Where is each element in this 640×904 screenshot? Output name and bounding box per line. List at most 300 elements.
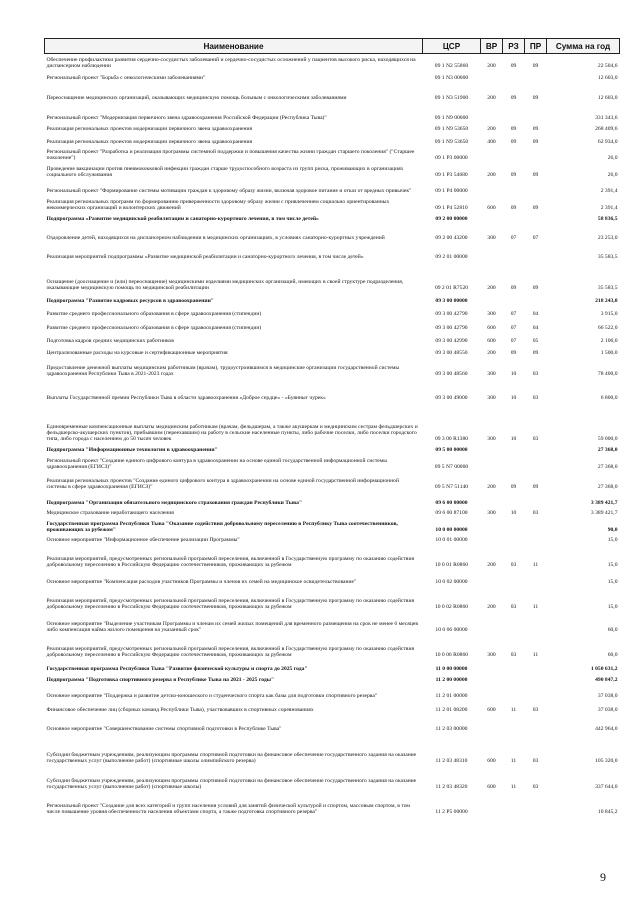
- table-row: [45, 54, 620, 70]
- cell-name: Обеспечение профилактики развития сердечно-сосудистых заболеваний и сердечно-сосудистых осложнений у пациентов высокого риска, находящихся на диспансерном наблюдении: [46, 57, 416, 70]
- cell-name: Субсидии бюджетным учреждениям, реализующим программы спортивной подготовки на финансовое обеспечение государственного задания на оказание государственных услуг (выполнение работ) (спортивные школы): [46, 778, 417, 791]
- cell-name: Основное мероприятие "Поддержка и развитие детско-юношеского и студенческого спорта как базы для подготовки спортивного резерва": [46, 693, 378, 700]
- cell-csr: 09 1 N2 55860: [434, 63, 469, 70]
- cell-sum: 3 389 421,7: [590, 500, 618, 507]
- cell-pr: [525, 242, 547, 261]
- table-row: [45, 491, 620, 507]
- table-row: [45, 195, 620, 212]
- table-row: [45, 673, 620, 684]
- table-row: [45, 714, 620, 733]
- table-row: [45, 443, 620, 454]
- cell-rz: [503, 534, 525, 544]
- table-row: [45, 102, 620, 122]
- cell-name: Субсидии бюджетным учреждениям, реализующим программы спортивной подготовки на финансовое обеспечение государственного задания на оказание государственных услуг (выполнение работ) (спортивные школы олимпийского резерва): [46, 752, 417, 765]
- cell-name: Реализация мероприятий подпрограммы «Развитие медицинской реабилитации и санаторно-курортного лечения, в том числе детей»: [46, 254, 364, 261]
- cell-sum: 1 050 631,2: [590, 666, 618, 673]
- cell-vr: 600: [487, 784, 496, 791]
- cell-name: Финансовое обеспечение лиц (сборных команд Республики Тыва), участвовавших в спортивных соревнованиях: [46, 707, 314, 714]
- cell-csr: 11 2 P5 00000: [435, 809, 468, 816]
- table-row: [45, 454, 620, 471]
- table-row: [45, 507, 620, 517]
- cell-vr: 200: [487, 63, 496, 70]
- cell-csr: 09 1 N9 53650: [434, 126, 469, 133]
- table-row: [45, 634, 620, 659]
- cell-pr: 03: [532, 510, 539, 517]
- cell-csr: 09 1 N3 00000: [434, 75, 469, 82]
- cell-csr: 09 2 01 00000: [435, 254, 468, 261]
- cell-pr: 09: [532, 63, 539, 70]
- table-row: [45, 261, 620, 292]
- cell-sum: 105 320,0: [595, 758, 618, 765]
- cell-csr: 09 5 N7 51140: [434, 484, 469, 491]
- cell-sum: 2 391,4: [600, 188, 618, 195]
- table-row: [45, 659, 620, 673]
- cell-rz: [503, 569, 525, 586]
- cell-csr: 09 1 P3 54680: [435, 172, 468, 179]
- cell-sum: 26,0: [607, 172, 618, 179]
- cell-sum: 58 836,5: [597, 216, 618, 223]
- cell-rz: 09: [510, 139, 517, 146]
- cell-name: Оснащение (дооснащение и (или) переоснащение) медицинскими изделиями медицинских организаций, имеющих в своей структуре подразделения, оказывающие медицинскую помощь по медицинской реабилитации: [46, 279, 404, 292]
- cell-name: Реализация мероприятий, предусмотренных региональной программой переселения, включенной в Государственную программу по оказанию содействия добровольному переселению в Российскую Федерацию соотечественников, проживающих за рубежом: [46, 646, 415, 659]
- cell-rz: [503, 292, 525, 305]
- cell-rz: 09: [510, 205, 517, 212]
- cell-pr: 07: [532, 235, 539, 242]
- cell-vr: [481, 517, 503, 534]
- table-row: [45, 318, 620, 332]
- cell-rz: 09: [510, 172, 517, 179]
- table-row: [45, 345, 620, 357]
- cell-name: Подпрограмма "Развитие кадровых ресурсов в здравоохранении": [46, 298, 214, 305]
- cell-name: Выплаты Государственной премии Республики Тыва в области здравоохранения «Доброе сердце» - «Буянныг чурек»: [46, 395, 326, 402]
- cell-pr: [525, 714, 547, 733]
- cell-vr: [481, 454, 503, 471]
- cell-pr: 03: [532, 758, 539, 765]
- table-row: [45, 544, 620, 569]
- cell-sum: 12 603,0: [597, 95, 618, 102]
- table-row: [45, 684, 620, 700]
- cell-name: Региональный проект "Формирование системы мотивации граждан к здоровому образу жизни, включая здоровое питание и отказ от вредных привычек": [46, 188, 412, 195]
- cell-pr: 05: [532, 338, 539, 345]
- cell-csr: 09 3 00 42790: [435, 325, 468, 332]
- cell-csr: 09 6 00 87100: [435, 510, 468, 517]
- cell-rz: 09: [510, 285, 517, 292]
- cell-csr: 09 1 N9 53650: [434, 139, 469, 146]
- cell-rz: 07: [510, 325, 517, 332]
- cell-sum: 27 368,0: [597, 464, 618, 471]
- cell-pr: 11: [532, 562, 539, 569]
- cell-pr: [525, 454, 547, 471]
- cell-pr: [525, 517, 547, 534]
- cell-name: Проведение вакцинации против пневмококковой инфекции граждан старше трудоспособного возраста из групп риска, проживающих в организациях социального обслуживания: [46, 166, 404, 179]
- cell-csr: 09 3 00 49000: [435, 395, 468, 402]
- cell-vr: [481, 684, 503, 700]
- cell-pr: [525, 70, 547, 82]
- cell-vr: [481, 673, 503, 684]
- cell-csr: 10 0 02 R0860: [434, 604, 469, 611]
- cell-pr: 03: [532, 436, 539, 443]
- cell-vr: 600: [487, 338, 496, 345]
- header-csr: ЦСР: [423, 39, 481, 54]
- cell-pr: [525, 146, 547, 162]
- cell-sum: 6 800,0: [600, 395, 618, 402]
- cell-csr: 09 3 00 48550: [435, 350, 468, 357]
- cell-vr: [481, 146, 503, 162]
- cell-sum: 218 243,0: [595, 298, 618, 305]
- cell-rz: 09: [510, 350, 517, 357]
- cell-pr: 03: [532, 707, 539, 714]
- cell-pr: 11: [532, 604, 539, 611]
- cell-vr: 300: [487, 395, 496, 402]
- table-row: [45, 146, 620, 162]
- cell-csr: 10 0 06 00000: [435, 627, 468, 634]
- cell-vr: 200: [487, 604, 496, 611]
- cell-vr: 600: [487, 325, 496, 332]
- cell-name: Реализация региональных проектов "Создание единого цифрового контура в здравоохранении на основе единой государственной информационной системы в сфере здравоохранения (ЕГИСЗ)": [46, 478, 399, 491]
- cell-sum: 490 847,2: [595, 677, 618, 684]
- cell-csr: 09 3 00 42990: [435, 338, 468, 345]
- cell-pr: 09: [532, 205, 539, 212]
- cell-rz: [503, 673, 525, 684]
- cell-sum: 2 391,4: [600, 205, 618, 212]
- table-row: [45, 212, 620, 223]
- cell-csr: 11 0 00 00000: [435, 666, 468, 673]
- cell-sum: 3 389 421,7: [590, 510, 618, 517]
- cell-rz: [503, 454, 525, 471]
- cell-vr: [481, 179, 503, 195]
- budget-table-container: [44, 38, 619, 816]
- cell-name: Подготовка кадров средних медицинских работников: [46, 338, 174, 345]
- cell-name: Подпрограмма "Информационные технологии в здравоохранении": [46, 447, 218, 454]
- cell-pr: 11: [532, 652, 539, 659]
- cell-vr: 200: [487, 285, 496, 292]
- cell-pr: [525, 179, 547, 195]
- table-row: [45, 305, 620, 318]
- cell-sum: 60,0: [607, 652, 618, 659]
- cell-csr: 11 2 03 48320: [435, 784, 468, 791]
- cell-pr: 09: [532, 172, 539, 179]
- cell-rz: [503, 70, 525, 82]
- cell-rz: 11: [510, 784, 517, 791]
- cell-rz: [503, 146, 525, 162]
- cell-vr: [481, 212, 503, 223]
- cell-sum: 12 603,0: [597, 75, 618, 82]
- cell-sum: 15,0: [607, 537, 618, 544]
- cell-vr: 300: [487, 652, 496, 659]
- cell-vr: 200: [487, 350, 496, 357]
- cell-sum: 442 964,0: [595, 726, 618, 733]
- cell-csr: 11 2 01 00000: [435, 693, 468, 700]
- header-pr: ПР: [525, 39, 547, 54]
- cell-pr: [525, 102, 547, 122]
- cell-pr: 04: [532, 311, 539, 318]
- cell-pr: 09: [532, 350, 539, 357]
- cell-csr: 10 0 02 00000: [435, 579, 468, 586]
- cell-vr: [481, 569, 503, 586]
- cell-pr: [525, 791, 547, 816]
- table-row: [45, 223, 620, 242]
- cell-vr: [481, 659, 503, 673]
- cell-name: Реализация региональных программ по формированию приверженности здоровому образу жизни с привлечением социально ориентированных некоммерческих организаций и волонтерских движений: [46, 199, 390, 212]
- cell-pr: 09: [532, 126, 539, 133]
- cell-csr: 10 0 01 R0860: [434, 562, 469, 569]
- table-row: [45, 70, 620, 82]
- cell-name: Региональный проект "Создание единого цифрового контура в здравоохранении на основе единой государственной информационной системы здравоохранения (ЕГИСЗ)": [46, 458, 388, 471]
- table-row: [45, 357, 620, 378]
- cell-rz: [503, 242, 525, 261]
- cell-pr: 09: [532, 95, 539, 102]
- cell-name: Государственная программа Республики Тыва "Оказание содействия добровольному переселению в Республику Тыва соотечественников, проживающих за рубежом": [46, 521, 398, 534]
- cell-name: Оздоровление детей, находящихся на диспансерном наблюдении в медицинских организациях, в условиях санаторно-курортных учреждений: [46, 235, 385, 242]
- cell-rz: [503, 791, 525, 816]
- cell-csr: 11 2 00 00000: [435, 677, 468, 684]
- cell-sum: 90,0: [607, 527, 618, 534]
- cell-sum: 62 934,0: [597, 139, 618, 146]
- cell-pr: [525, 569, 547, 586]
- cell-sum: 10 845,2: [597, 809, 618, 816]
- table-row: [45, 332, 620, 345]
- cell-rz: 07: [510, 338, 517, 345]
- cell-pr: [525, 212, 547, 223]
- cell-vr: 200: [487, 484, 496, 491]
- cell-csr: 09 1 N9 00000: [434, 115, 469, 122]
- cell-pr: [525, 443, 547, 454]
- cell-pr: 09: [532, 285, 539, 292]
- cell-vr: 600: [487, 205, 496, 212]
- cell-rz: 11: [510, 758, 517, 765]
- cell-sum: 37 038,0: [597, 707, 618, 714]
- cell-sum: 3 915,0: [600, 311, 618, 318]
- cell-name: Реализация региональных проектов модернизации первичного звена здравоохранения: [46, 139, 253, 146]
- cell-vr: [481, 611, 503, 634]
- cell-vr: 600: [487, 707, 496, 714]
- table-row: [45, 162, 620, 179]
- cell-name: Региональный проект "Борьба с онкологическими заболеваниями": [46, 75, 206, 82]
- cell-name: Единовременные компенсационные выплаты медицинским работникам (врачам, фельдшерам, а также акушеркам и медицинским сестрам фельдшерских и фельдшерско-акушерских пунктов), прибывшим (переехавшим) на работу в сельские населенные пункты, либо рабочие поселки, либо поселки городского типа, либо города с населением до 50 тысяч человек: [46, 423, 418, 443]
- cell-rz: 09: [510, 126, 517, 133]
- cell-pr: 03: [532, 784, 539, 791]
- cell-pr: [525, 611, 547, 634]
- cell-csr: 11 2 03 00000: [435, 726, 468, 733]
- budget-table: [44, 38, 620, 816]
- cell-name: Реализация региональных проектов модернизации первичного звена здравоохранения: [46, 126, 253, 133]
- table-row: [45, 517, 620, 534]
- table-row: [45, 700, 620, 714]
- cell-vr: 300: [487, 235, 496, 242]
- table-row: [45, 133, 620, 146]
- cell-sum: 15,0: [607, 604, 618, 611]
- cell-name: Развитие среднего профессионального образования в сфере здравоохранения (стипендии): [46, 311, 262, 318]
- cell-vr: [481, 491, 503, 507]
- cell-pr: 09: [532, 484, 539, 491]
- cell-vr: [481, 534, 503, 544]
- cell-vr: 200: [487, 126, 496, 133]
- cell-vr: 400: [487, 139, 496, 146]
- cell-sum: 15,0: [607, 579, 618, 586]
- cell-sum: 59 000,0: [597, 436, 618, 443]
- cell-pr: [525, 684, 547, 700]
- cell-name: Основное мероприятие "Совершенствование системы спортивной подготовки в Республике Тыва": [46, 726, 282, 733]
- cell-sum: 23 253,0: [597, 235, 618, 242]
- cell-csr: 09 5 N7 00000: [434, 464, 469, 471]
- cell-name: Региональный проект "Создание для всех категорий и групп населения условий для занятий физической культурой и спортом, массовым спортом, в том числе повышение уровня обеспеченности населения объектами спорта, а также подготовка спортивного резерва": [46, 803, 410, 816]
- cell-name: Подпрограмма "Подготовка спортивного резерва в Республике Тыва на 2021 - 2025 годы": [46, 677, 275, 684]
- table-body: [45, 54, 620, 816]
- table-row: [45, 569, 620, 586]
- cell-vr: 300: [487, 371, 496, 378]
- table-row: [45, 292, 620, 305]
- cell-pr: [525, 673, 547, 684]
- cell-sum: 78 400,0: [597, 371, 618, 378]
- cell-rz: [503, 517, 525, 534]
- cell-sum: 26,0: [607, 155, 618, 162]
- cell-pr: [525, 659, 547, 673]
- cell-sum: 22 504,6: [597, 63, 618, 70]
- table-row: [45, 471, 620, 491]
- cell-rz: [503, 443, 525, 454]
- cell-sum: 27 368,0: [597, 447, 618, 454]
- table-header: [45, 39, 620, 54]
- cell-rz: 03: [510, 562, 517, 569]
- cell-rz: 03: [510, 604, 517, 611]
- header-sum: Сумма на год: [547, 39, 620, 54]
- cell-pr: 09: [532, 139, 539, 146]
- cell-pr: [525, 491, 547, 507]
- header-name: Наименование: [45, 39, 423, 54]
- cell-rz: 10: [510, 395, 517, 402]
- page-number: 9: [600, 870, 606, 884]
- cell-rz: [503, 714, 525, 733]
- cell-vr: 300: [487, 436, 496, 443]
- cell-name: Основное мероприятие "Компенсация расходов участников Программы и членов их семей на медицинское освидетельствование": [46, 579, 357, 586]
- cell-name: Реализация мероприятий, предусмотренных региональной программой переселения, включенной в Государственную программу по оказанию содействия добровольному переселению в Российскую Федерацию соотечественников, проживающих за рубежом: [46, 598, 415, 611]
- cell-name: Основное мероприятие "Информационное обеспечение реализации Программы": [46, 537, 240, 544]
- cell-csr: 09 6 00 00000: [435, 500, 468, 507]
- cell-csr: 11 2 03 48310: [435, 758, 468, 765]
- cell-name: Переоснащение медицинских организаций, оказывающих медицинскую помощь больным с онкологическими заболеваниями: [46, 95, 347, 102]
- cell-csr: 10 0 01 00000: [435, 537, 468, 544]
- cell-name: Предоставление денежной выплаты медицинским работникам (врачам), трудоустроившимся в медицинские организации государственной системы здравоохранения Республики Тыва в 2021-2023 годах: [46, 365, 400, 378]
- cell-rz: [503, 684, 525, 700]
- cell-csr: 09 3 00 48560: [435, 371, 468, 378]
- cell-rz: 09: [510, 95, 517, 102]
- cell-csr: 09 2 00 43200: [435, 235, 468, 242]
- cell-sum: 60,0: [607, 627, 618, 634]
- table-row: [45, 179, 620, 195]
- cell-rz: 07: [510, 235, 517, 242]
- cell-pr: 03: [532, 371, 539, 378]
- cell-csr: 09 1 P3 00000: [435, 155, 468, 162]
- table-row: [45, 378, 620, 402]
- cell-sum: 27 368,0: [597, 484, 618, 491]
- cell-rz: [503, 179, 525, 195]
- cell-vr: [481, 102, 503, 122]
- cell-sum: 268 409,6: [595, 126, 618, 133]
- cell-sum: 66 522,0: [597, 325, 618, 332]
- cell-vr: 300: [487, 510, 496, 517]
- table-row: [45, 534, 620, 544]
- cell-sum: 37 038,0: [597, 693, 618, 700]
- cell-rz: [503, 491, 525, 507]
- cell-rz: 11: [510, 707, 517, 714]
- cell-vr: 300: [487, 311, 496, 318]
- header-rz: РЗ: [503, 39, 525, 54]
- cell-rz: [503, 659, 525, 673]
- table-row: [45, 82, 620, 102]
- cell-rz: 09: [510, 484, 517, 491]
- cell-name: Основное мероприятие "Выделение участникам Программы и членам их семей жилых помещений для временного размещения на срок не менее 6 месяцев либо компенсация найма жилого помещения на указанный срок": [46, 621, 418, 634]
- header-vr: ВР: [481, 39, 503, 54]
- table-row: [45, 733, 620, 765]
- cell-csr: 09 3 00 42790: [435, 311, 468, 318]
- cell-csr: 09 1 N3 51900: [434, 95, 469, 102]
- cell-pr: [525, 534, 547, 544]
- table-row: [45, 242, 620, 261]
- cell-sum: 2 106,0: [600, 338, 618, 345]
- cell-sum: 35 583,5: [597, 285, 618, 292]
- cell-rz: [503, 212, 525, 223]
- cell-name: Подпрограмма "Организация обязательного медицинского страхования граждан Республики Тыва": [46, 500, 303, 507]
- table-row: [45, 402, 620, 443]
- table-row: [45, 586, 620, 611]
- cell-name: Медицинское страхование неработающего населения: [46, 510, 174, 517]
- cell-csr: 09 5 00 00000: [435, 447, 468, 454]
- cell-csr: 09 3 00 R1380: [434, 436, 469, 443]
- cell-rz: [503, 611, 525, 634]
- cell-csr: 09 2 00 00000: [435, 216, 468, 223]
- cell-sum: 337 644,0: [595, 784, 618, 791]
- cell-vr: [481, 292, 503, 305]
- cell-sum: 331 343,6: [595, 115, 618, 122]
- table-row: [45, 122, 620, 133]
- cell-vr: [481, 714, 503, 733]
- cell-rz: 10: [510, 436, 517, 443]
- cell-csr: 09 1 P4 52810: [435, 205, 468, 212]
- cell-vr: [481, 242, 503, 261]
- cell-name: Подпрограмма «Развитие медицинской реабилитации и санаторно-курортного лечения, в том числе детей»: [46, 216, 319, 223]
- cell-name: Государственная программа Республики Тыва "Развитие физической культуры и спорта до 2025 года": [46, 666, 308, 673]
- cell-name: Региональный проект "Модернизация первичного звена здравоохранения Российской Федерации (Республика Тыва)": [46, 115, 327, 122]
- cell-pr: 04: [532, 325, 539, 332]
- cell-pr: 03: [532, 395, 539, 402]
- cell-vr: [481, 70, 503, 82]
- cell-vr: 200: [487, 95, 496, 102]
- cell-csr: 10 0 00 00000: [435, 527, 468, 534]
- cell-rz: 09: [510, 63, 517, 70]
- cell-sum: 15,0: [607, 562, 618, 569]
- cell-vr: [481, 791, 503, 816]
- cell-rz: 07: [510, 311, 517, 318]
- cell-csr: 09 3 00 00000: [435, 298, 468, 305]
- cell-vr: 200: [487, 172, 496, 179]
- cell-rz: [503, 102, 525, 122]
- cell-csr: 10 0 06 R0860: [434, 652, 469, 659]
- cell-csr: 09 2 01 R7520: [434, 285, 469, 292]
- cell-sum: 35 583,5: [597, 254, 618, 261]
- cell-vr: 200: [487, 562, 496, 569]
- cell-pr: [525, 292, 547, 305]
- table-row: [45, 791, 620, 816]
- cell-name: Развитие среднего профессионального образования в сфере здравоохранения (стипендии): [46, 325, 262, 332]
- cell-rz: 10: [510, 371, 517, 378]
- cell-name: Региональный проект "Разработка и реализация программы системной поддержки и повышения качества жизни граждан старшего поколения" ("Старшее поколение"): [46, 149, 415, 162]
- cell-csr: 09 1 P4 00000: [435, 188, 468, 195]
- cell-sum: 1 500,0: [600, 350, 618, 357]
- cell-vr: 600: [487, 758, 496, 765]
- cell-name: Реализация мероприятий, предусмотренных региональной программой переселения, включенной в Государственную программу по оказанию содействия добровольному переселению в Российскую Федерацию соотечественников, проживающих за рубежом: [46, 556, 415, 569]
- cell-name: Централизованные расходы на курсовые и сертификационные мероприятия: [46, 350, 228, 357]
- table-row: [45, 611, 620, 634]
